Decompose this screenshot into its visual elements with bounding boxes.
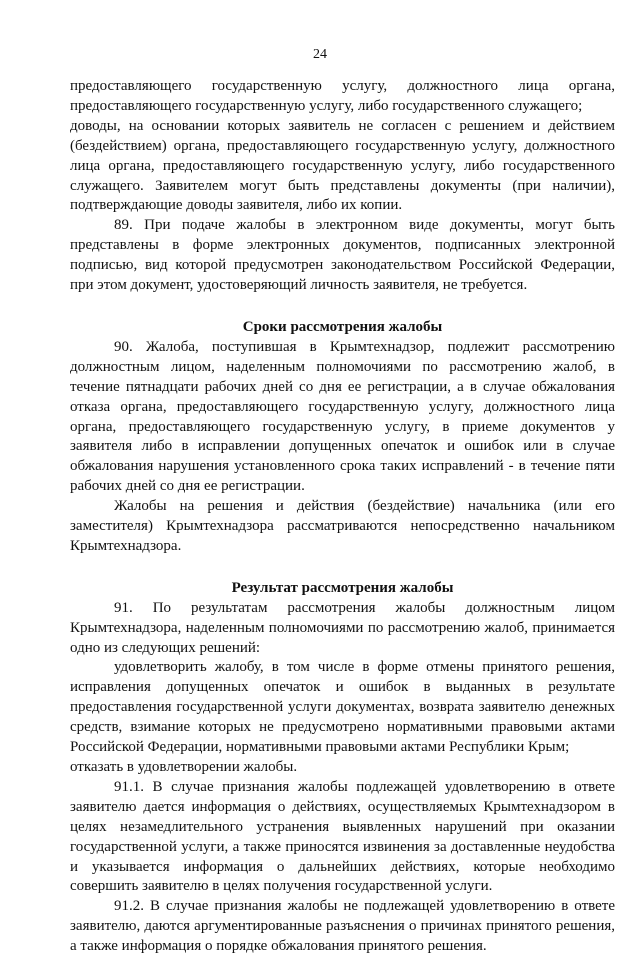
paragraph: Жалобы на решения и действия (бездействие) начальника (или его заместителя) Крымтехнадзора рассматриваются непосредственно начальником Крымтехнадзора.: [70, 498, 615, 554]
paragraph-90: 90. Жалоба, поступившая в Крымтехнадзор, подлежит рассмотрению должностным лицом, наделенным полномочиями по рассмотрению жалоб, в течение пятнадцати рабочих дней со дня ее регистрации, а в случае обжалования отказа органа, предоставляющего государственную услугу, должностного лица органа, предоставляющего государственную услугу, в приеме документов у заявителя либо в исправлении допущенных опечаток и ошибок или в случае обжалования нарушения установленного срока таких исправлений - в течение пяти рабочих дней со дня ее регистрации.: [70, 338, 615, 495]
paragraph: удовлетворить жалобу, в том числе в форме отмены принятого решения, исправления допущенных опечаток и ошибок в выданных в результате предоставления государственной услуги документах, возврата заявителю денежных средств, взимание которых не предусмотрено нормативными правовыми актами Российской Федерации, нормативными правовыми актами Республики Крым;: [70, 659, 615, 756]
page-number: 24: [313, 47, 327, 62]
paragraph-89: 89. При подаче жалобы в электронном виде документы, могут быть представлены в форме электронных документов, подписанных электронной подписью, вид которой предусмотрен законодательством Российской Федерации, при этом документ, удостоверяющий личность заявителя, не требуется.: [70, 217, 615, 294]
document-body: [70, 77, 615, 957]
paragraph-91: 91. По результатам рассмотрения жалобы должностным лицом Крымтехнадзора, наделенным полномочиями по рассмотрению жалоб, принимается одно из следующих решений:: [70, 599, 615, 656]
section-heading-review-result: Результат рассмотрения жалобы: [231, 579, 454, 596]
paragraph: предоставляющего государственную услугу, должностного лица органа, предоставляющего государственную услугу, либо государственного служащего;: [70, 78, 615, 114]
paragraph: доводы, на основании которых заявитель не согласен с решением и действием (бездействием) органа, предоставляющего государственную услугу, должностного лица органа, предоставляющего государственную услугу, либо государственного служащего. Заявителем могут быть представлены документы (при наличии), подтверждающие доводы заявителя, либо их копии.: [70, 117, 615, 214]
paragraph-91-1: 91.1. В случае признания жалобы подлежащей удовлетворению в ответе заявителю дается информация о действиях, осуществляемых Крымтехнадзором в целях незамедлительного устранения выявленных нарушений при оказании государственной услуги, а также приносятся извинения за доставленные неудобства и указывается информация о дальнейших действиях, которые необходимо совершить заявителю в целях получения государственной услуги.: [70, 778, 615, 895]
section-heading-review-terms: Сроки рассмотрения жалобы: [242, 318, 443, 335]
paragraph-91-2: 91.2. В случае признания жалобы не подлежащей удовлетворению в ответе заявителю, даются аргументированные разъяснения о причинах принятого решения, а также информация о порядке обжалования принятого решения.: [70, 898, 615, 955]
paragraph: отказать в удовлетворении жалобы.: [70, 759, 298, 775]
